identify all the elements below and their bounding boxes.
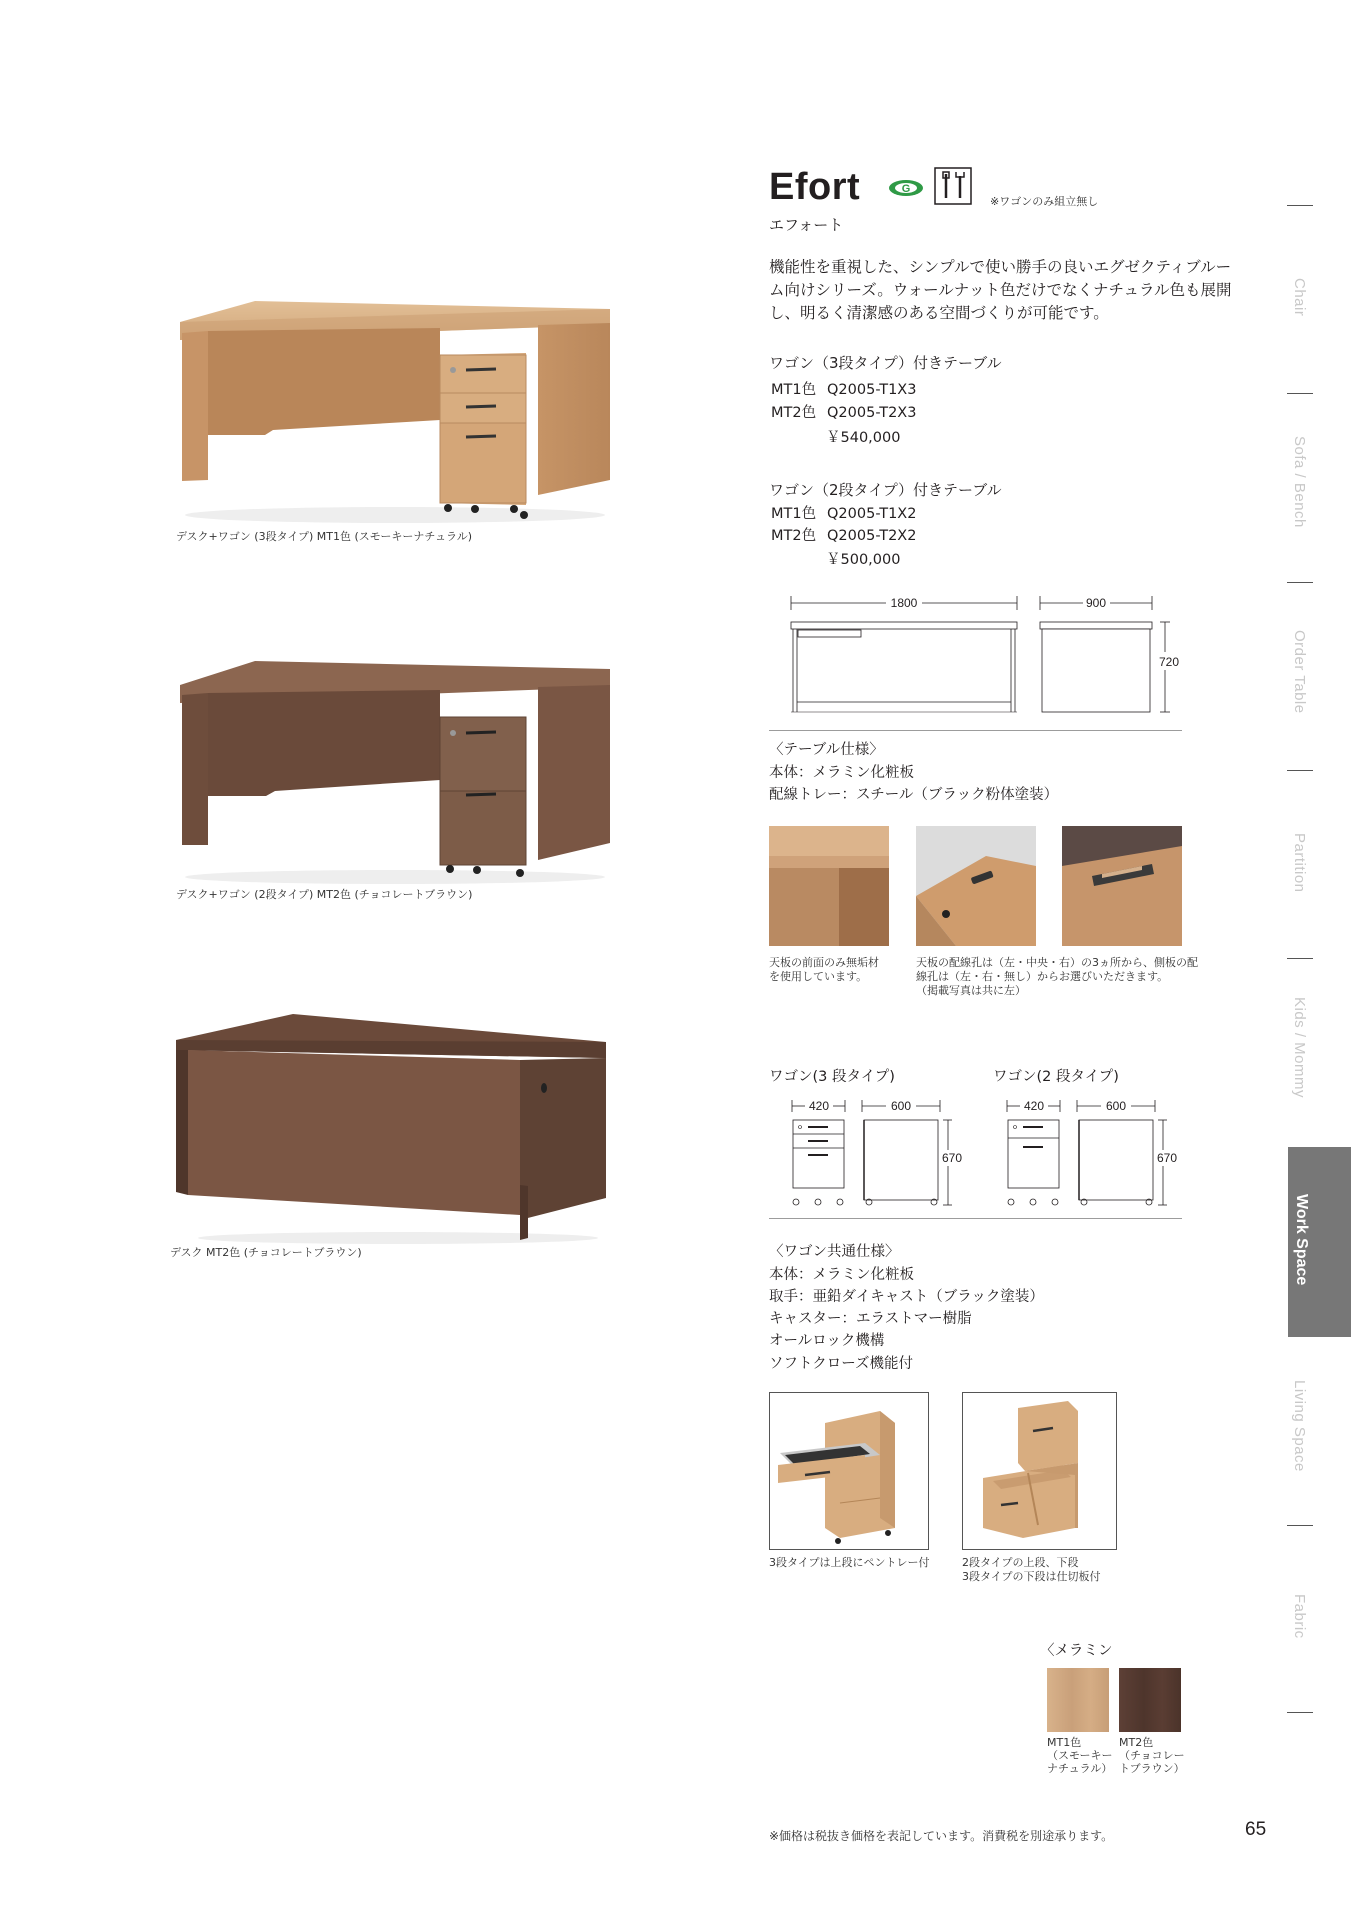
page-number: 65 (1245, 1819, 1267, 1840)
table-spec-line: 本体：メラミン化粧板 (769, 765, 914, 781)
swatch-label-line: MT1色 (1047, 1736, 1082, 1749)
wagon-width-dim: 420 (1023, 1099, 1045, 1113)
detail-photo-solid-wood-edge (769, 826, 889, 946)
caption-line: 線孔は（左・右・無し）からお選びいただきます。 (916, 970, 1169, 983)
wagon-spec-line: キャスター：エラストマー樹脂 (769, 1311, 972, 1327)
product-description: 機能性を重視した、シンプルで使い勝手の良いエグゼクティブルーム向けシリーズ。ウォールナット色だけでなくナチュラル色も展開し、明るく清潔感のある空間づくりが可能です。 (769, 258, 1232, 322)
swatch-label-line: トブラウン） (1119, 1762, 1185, 1775)
desk-photo-natural-3-drawer (170, 295, 620, 525)
sidebar-divider (1287, 205, 1313, 206)
detail-caption-2 (916, 956, 1198, 998)
wagon-3-dimension-drawing (780, 1090, 980, 1210)
wagon-photo-pen-tray (769, 1392, 929, 1550)
divider (769, 1218, 1182, 1219)
caption-line: 天板の配線孔は（左・中央・右）の3ヵ所から、側板の配 (916, 956, 1198, 969)
model-code: Q2005-T1X2 (827, 506, 917, 522)
assembly-note: ※ワゴンのみ組立無し (990, 195, 1099, 208)
sidebar-active-label: Work Space (1293, 1194, 1310, 1286)
desk-photo-walnut-rear (168, 1010, 618, 1245)
sidebar-item-kids-mommy[interactable]: Kids / Mommy (1291, 997, 1308, 1099)
detail-photo-wiring-hole (916, 826, 1036, 946)
caption-line: 天板の前面のみ無垢材 (769, 956, 879, 969)
model-row (771, 502, 916, 523)
sidebar-divider (1287, 1525, 1313, 1526)
desk-photo-walnut-2-drawer (170, 655, 620, 885)
model-price: ￥540,000 (826, 430, 901, 446)
swatch-label-line: ナチュラル） (1047, 1762, 1113, 1775)
product-kana: エフォート (769, 216, 844, 234)
model-code: Q2005-T2X3 (827, 405, 917, 421)
photo-caption-2: デスク+ワゴン (2段タイプ) MT2色 (チョコレートブラウン) (176, 888, 473, 901)
model-color-label: MT1色 (771, 506, 817, 522)
swatch-label-line: （スモーキー (1047, 1749, 1113, 1762)
swatch-label-line: MT2色 (1119, 1736, 1154, 1749)
wagon-depth-dim: 600 (890, 1099, 912, 1113)
table-depth-dim: 900 (1085, 596, 1107, 610)
wagon-photo-caption-2 (962, 1556, 1100, 1584)
tools-icon (934, 167, 972, 205)
model-row (771, 401, 916, 422)
table-spec-line: 配線トレー：スチール（ブラック粉体塗装） (769, 787, 1059, 803)
sidebar-item-partition[interactable]: Partition (1291, 833, 1308, 893)
caption-line: を使用しています。 (769, 970, 868, 983)
wagon-photo-caption-1: 3段タイプは上段にペントレー付 (769, 1556, 930, 1569)
divider (769, 730, 1182, 731)
table-width-dim: 1800 (890, 596, 918, 610)
photo-caption-1: デスク+ワゴン (3段タイプ) MT1色 (スモーキーナチュラル) (176, 530, 472, 543)
sidebar-item-chair[interactable]: Chair (1291, 278, 1308, 317)
model-color-label: MT2色 (771, 528, 817, 544)
sidebar-divider (1287, 770, 1313, 771)
swatch-mt2 (1119, 1668, 1181, 1732)
caption-line: 2段タイプの上段、下段 (962, 1556, 1079, 1569)
wagon-width-dim: 420 (808, 1099, 830, 1113)
caption-line: 3段タイプの下段は仕切板付 (962, 1570, 1101, 1583)
wagon-photo-dividers (962, 1392, 1117, 1550)
model-color-label: MT1色 (771, 382, 817, 398)
model-code: Q2005-T2X2 (827, 528, 917, 544)
model-row (771, 524, 916, 545)
table-height-dim: 720 (1159, 655, 1180, 669)
sidebar-divider (1287, 582, 1313, 583)
wagon-2-title: ワゴン(2 段タイプ) (993, 1069, 1119, 1085)
wagon-spec-heading: 〈ワゴン共通仕様〉 (769, 1244, 900, 1260)
detail-caption-1 (769, 956, 879, 984)
detail-photo-wiring-tray (1062, 826, 1182, 946)
swatch-label-line: （チョコレー (1119, 1749, 1185, 1762)
table-spec-heading: 〈テーブル仕様〉 (769, 742, 884, 758)
model-heading-3-drawer: ワゴン（3段タイプ）付きテーブル (769, 354, 1002, 372)
svg-text:G: G (901, 183, 911, 195)
wagon-height-dim: 670 (942, 1151, 963, 1165)
swatch-mt1-label (1047, 1736, 1113, 1775)
sidebar-divider (1287, 393, 1313, 394)
wagon-depth-dim: 600 (1105, 1099, 1127, 1113)
sidebar-divider (1287, 958, 1313, 959)
sidebar-item-living-space[interactable]: Living Space (1291, 1380, 1308, 1472)
model-heading-2-drawer: ワゴン（2段タイプ）付きテーブル (769, 481, 1002, 499)
model-color-label: MT2色 (771, 405, 817, 421)
sidebar-divider (1287, 1712, 1313, 1713)
model-row (771, 378, 916, 399)
wagon-spec-line: オールロック機構 (769, 1333, 885, 1349)
melamine-heading: 〈メラミン (1040, 1643, 1113, 1659)
wagon-spec-line: 取手：亜鉛ダイキャスト（ブラック塗装） (769, 1289, 1044, 1305)
product-title: Efort (769, 166, 861, 208)
wagon-height-dim: 670 (1157, 1151, 1178, 1165)
wagon-spec-line: 本体：メラミン化粧板 (769, 1267, 914, 1283)
tax-note: ※価格は税抜き価格を表記しています。消費税を別途承ります。 (769, 1829, 1114, 1843)
model-price: ￥500,000 (826, 552, 901, 568)
sidebar-item-fabric[interactable]: Fabric (1291, 1594, 1308, 1639)
wagon-spec-line: ソフトクローズ機能付 (769, 1356, 913, 1372)
caption-line: （掲載写真は共に左） (916, 984, 1026, 997)
swatch-mt2-label (1119, 1736, 1185, 1775)
table-dimension-drawing (780, 590, 1190, 720)
sidebar-item-sofa-bench[interactable]: Sofa / Bench (1291, 436, 1308, 528)
wagon-2-dimension-drawing (995, 1090, 1195, 1210)
green-mark-icon (888, 177, 924, 199)
swatch-mt1 (1047, 1668, 1109, 1732)
photo-caption-3: デスク MT2色 (チョコレートブラウン) (170, 1246, 362, 1259)
sidebar-item-order-table[interactable]: Order Table (1291, 630, 1308, 714)
model-code: Q2005-T1X3 (827, 382, 917, 398)
wagon-3-title: ワゴン(3 段タイプ) (769, 1069, 895, 1085)
